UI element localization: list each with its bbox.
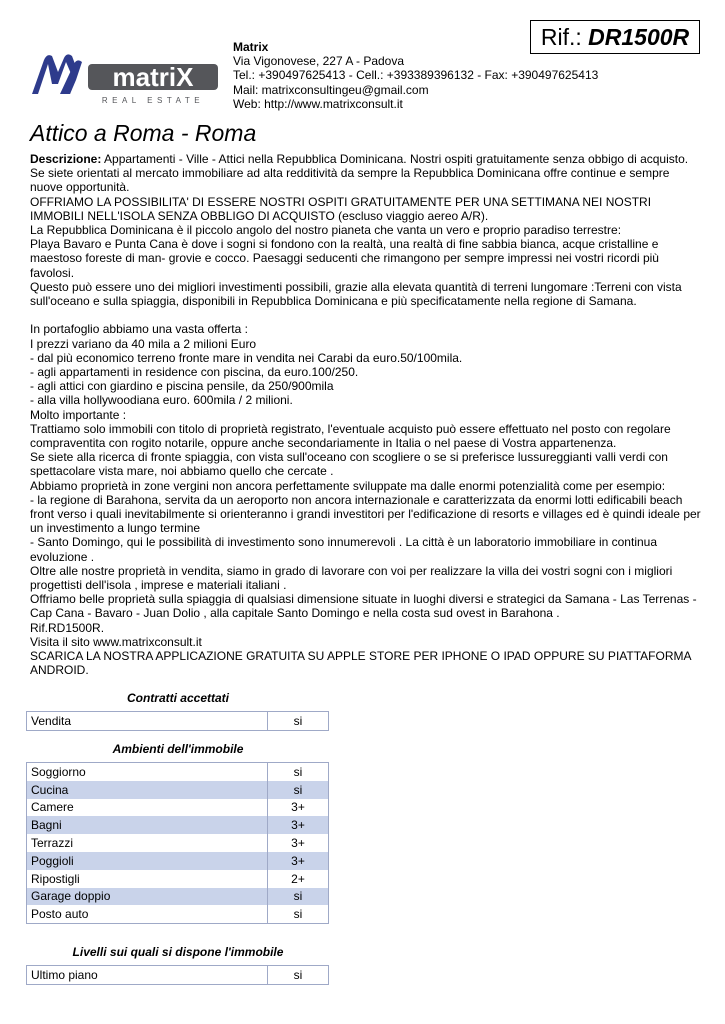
section-title-contracts: Contratti accettati xyxy=(126,691,230,705)
table-row xyxy=(27,763,329,781)
feature-value: si xyxy=(293,967,303,982)
feature-value: 3+ xyxy=(291,800,305,815)
description-paragraph: Rif.RD1500R. xyxy=(30,620,105,635)
feature-label: Camere xyxy=(27,799,268,817)
description-lead xyxy=(30,152,705,195)
feature-value: si xyxy=(268,888,329,906)
description-paragraphs xyxy=(30,195,705,678)
table-row xyxy=(27,781,329,799)
agency-phones: Tel.: +390497625413 - Cell.: +393389396132 - Fax: +390497625413 xyxy=(233,68,599,83)
feature-label: Vendita xyxy=(27,712,268,731)
description-paragraph: - la regione di Barahona, servita da un aeroporto non ancora internazionale e caratterizzata da enormi lotti edificabili beach front verso i quali inevitabilmente si orienteranno i grandi investitori per l'edificazione di resorts e villages ed è quindi ideale per un investimento a lungo termine xyxy=(30,492,701,536)
rooms-table xyxy=(26,762,329,924)
description-paragraph: I prezzi variano da 40 mila a 2 milioni Euro xyxy=(30,336,257,351)
description-paragraph: OFFRIAMO LA POSSIBILITA' DI ESSERE NOSTRI OSPITI GRATUITAMENTE PER UNA SETTIMANA NEI NOSTRI IMMOBILI NELL'ISOLA SENZA OBBLIGO DI ACQUISTO (escluso viaggio aereo A/R). xyxy=(30,194,652,223)
feature-value: 2+ xyxy=(291,871,305,886)
description-paragraph: Questo può essere uno dei migliori investimenti possibili, grazie alla elevata quantità di terreni lungomare :Terreni con vista sull'oceano e sulla spiaggia, disponibili in Repubblica Dominicana e più specificatamente nella regione di Samana. xyxy=(30,279,682,309)
contracts-table xyxy=(26,711,329,731)
description-paragraph: - dal più economico terreno fronte mare in vendita nei Carabi da euro.50/100mila. xyxy=(30,350,463,365)
section-title-rooms: Ambienti dell'immobile xyxy=(112,742,244,756)
description-paragraph: La Repubblica Dominicana è il piccolo angolo del nostro pianeta che vanta un vero e proprio paradiso terrestre: xyxy=(30,223,622,238)
description-paragraph: Abbiamo proprietà in zone vergini non ancora perfettamente sviluppate ma dalle enormi potenzialità come per esempio: xyxy=(30,478,666,493)
agency-info xyxy=(233,40,598,111)
description-paragraph: In portafoglio abbiamo una vasta offerta : xyxy=(30,322,248,337)
matrix-logo xyxy=(30,50,220,108)
feature-label: Terrazzi xyxy=(27,834,268,852)
feature-label: Cucina xyxy=(27,781,268,799)
description-paragraph: SCARICA LA NOSTRA APPLICAZIONE GRATUITA SU APPLE STORE PER IPHONE O IPAD OPPURE SU PIATTAFORMA ANDROID. xyxy=(30,649,691,678)
description-paragraph xyxy=(30,308,705,322)
table-row xyxy=(27,905,329,923)
description-paragraph: Molto importante : xyxy=(30,407,127,422)
table-row xyxy=(27,852,329,870)
description-paragraph: Offriamo belle proprietà sulla spiaggia di qualsiasi dimensione situate in luoghi diversi e strategici da Samana - Las Terrenas - Cap Cana - Bavaro - Juan Dolio , alla capitale Santo Domingo e nella costa sud ovest in Barahona . xyxy=(30,592,697,621)
feature-value: si xyxy=(293,764,303,779)
agency-name: Matrix xyxy=(233,40,269,54)
section-title-levels: Livelli sui quali si dispone l'immobile xyxy=(72,945,284,959)
agency-email[interactable]: Mail: matrixconsultingeu@gmail.com xyxy=(233,82,429,97)
table-row xyxy=(27,816,329,834)
feature-label: Bagni xyxy=(27,816,268,834)
description-paragraph: Playa Bavaro e Punta Cana è dove i sogni si fondono con la realtà, una realtà di fine sabbia bianca, acque cristalline e maestoso foreste di man- grovie e cocco. Paesaggi seducenti che rimangono per sempre impressi nei vostri ricordi più favolosi. xyxy=(30,237,659,280)
description-paragraph: Se siete alla ricerca di fronte spiaggia, con vista sull'oceano con scogliere o se si preferisce lussureggianti valli verdi con spettacolare vista mare, noi abbiamo quello che cercate . xyxy=(30,450,668,479)
feature-value: 3+ xyxy=(268,816,329,834)
logo-wordmark: matriX xyxy=(112,62,194,92)
reference-prefix: Rif.: xyxy=(540,24,589,50)
description-paragraph: Oltre alle nostre proprietà in vendita, siamo in grado di lavorare con voi per realizzare la villa dei vostri sogni con i migliori progettisti dell'isola , imprese e materiali italiani . xyxy=(30,563,673,593)
description-label: Descrizione: xyxy=(30,152,102,166)
feature-value: si xyxy=(293,713,303,728)
feature-value: 3+ xyxy=(291,836,305,851)
levels-table xyxy=(26,965,329,985)
description-paragraph: Trattiamo solo immobili con titolo di proprietà registrato, l'eventuale acquisto può essere effettuato nel posto con regolare compraventita con rogito notarile, oppure anche secondariamente in Italia o nel paese di Vostra appartenenza. xyxy=(30,421,671,451)
reference-code: DR1500R xyxy=(588,24,690,50)
description-paragraph: - agli attici con giardino e piscina pensile, da 250/900mila xyxy=(30,379,334,394)
table-row xyxy=(27,834,329,852)
page-title: Attico a Roma - Roma xyxy=(30,120,257,146)
agency-website[interactable]: Web: http://www.matrixconsult.it xyxy=(233,96,403,111)
description-paragraph: Visita il sito www.matrixconsult.it xyxy=(30,634,202,649)
feature-value: si xyxy=(268,781,329,799)
logo-subtitle: REAL ESTATE xyxy=(101,96,205,105)
feature-label: Ripostigli xyxy=(27,870,268,888)
table-row xyxy=(27,966,329,985)
feature-label: Poggioli xyxy=(27,852,268,870)
table-row xyxy=(27,888,329,906)
feature-label: Soggiorno xyxy=(27,763,268,781)
description-lead-text: Appartamenti - Ville - Attici nella Repubblica Dominicana. Nostri ospiti gratuitamente senza obbigo di acquisto. Se siete orientati al mercato immobiliare ad alta redditività da sempre la Repubblica Dominicana offre continue e sempre nuove opportunità. xyxy=(30,152,689,195)
feature-value: 3+ xyxy=(268,852,329,870)
table-row xyxy=(27,799,329,817)
feature-label: Posto auto xyxy=(27,905,268,923)
description-paragraph: - Santo Domingo, qui le possibilità di investimento sono innumerevoli . La città è un laboratorio immobiliare in continua evoluzione . xyxy=(30,535,657,564)
feature-label: Ultimo piano xyxy=(27,966,268,985)
table-row xyxy=(27,870,329,888)
feature-value: si xyxy=(293,907,303,922)
description-paragraph: - agli appartamenti in residence con piscina, da euro.100/250. xyxy=(30,365,359,380)
feature-label: Garage doppio xyxy=(27,888,268,906)
table-row xyxy=(27,712,329,731)
description xyxy=(30,152,705,678)
description-paragraph: - alla villa hollywoodiana euro. 600mila / 2 milioni. xyxy=(30,393,293,408)
agency-address: Via Vigonovese, 227 A - Padova xyxy=(233,54,405,69)
